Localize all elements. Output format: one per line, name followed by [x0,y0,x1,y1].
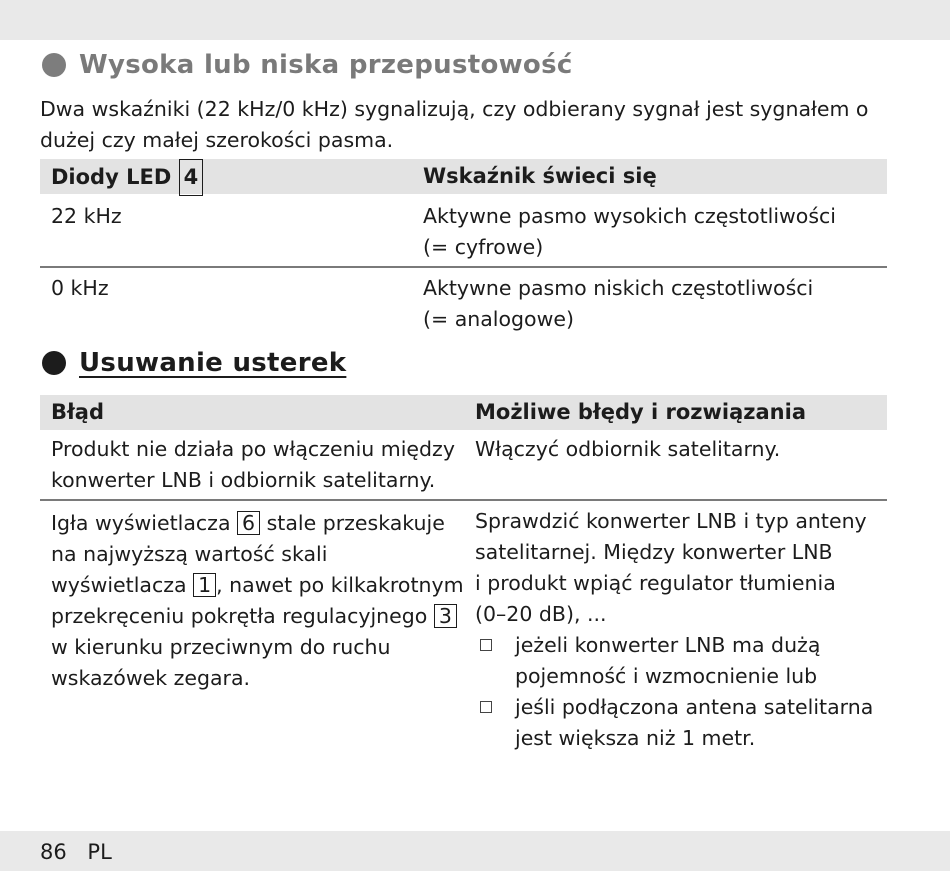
solution-cell [475,506,873,754]
error-line [51,508,464,539]
led-column-header [51,159,203,196]
option-line: pojemność i wzmocnienie lub [515,664,818,688]
bottom-band [0,831,950,871]
reference-number: 4 [179,159,204,196]
led-column-label: Diody LED [51,165,172,189]
square-bullet-icon [480,639,492,651]
solution-line: satelitarnej. Między konwerter LNB [475,540,833,564]
page-footer [40,836,126,868]
page-number: 86 [40,840,67,864]
led-cell: 0 kHz [51,276,109,300]
indicator-column-header: Wskaźnik świeci się [423,164,657,188]
error-text: Igła wyświetlacza [51,511,231,535]
error-column-header: Błąd [51,400,105,424]
error-line: wskazówek zegara. [51,666,251,690]
table-divider [40,266,887,268]
solution-line: Sprawdzić konwerter LNB i typ anteny [475,509,867,533]
indicator-cell [423,273,813,335]
option-line: jeśli podłączona antena satelitarna [515,695,874,719]
square-bullet-icon [480,701,492,713]
indicator-line: (= analogowe) [423,307,574,331]
error-line [51,570,464,601]
solution-options [475,630,873,754]
reference-number: 6 [237,511,260,535]
led-cell: 22 kHz [51,204,122,228]
section-heading-bandwidth [42,50,573,80]
option-item [475,692,873,754]
error-text: , nawet po kilkakrotnym [216,573,464,597]
section-heading-troubleshooting [42,348,346,378]
error-line: w kierunku przeciwnym do ruchu [51,635,391,659]
error-cell [51,508,464,694]
reference-number: 1 [193,573,216,597]
error-line: Produkt nie działa po włączeniu między [51,437,455,461]
error-text: przekręceniu pokrętła regulacyjnego [51,604,428,628]
indicator-cell [423,201,836,263]
error-line: konwerter LNB i odbiornik satelitarny. [51,468,436,492]
section-title: Usuwanie usterek [79,348,347,378]
reference-number: 3 [434,604,457,628]
top-band [0,0,950,40]
table-divider [40,499,887,501]
error-text: wyświetlacza [51,573,187,597]
error-line: na najwyższą wartość skali [51,542,328,566]
solution-cell: Włączyć odbiornik satelitarny. [475,437,781,461]
solution-line: i produkt wpiąć regulator tłumienia [475,571,836,595]
indicator-line: (= cyfrowe) [423,235,544,259]
option-line: jeżeli konwerter LNB ma dużą [515,633,821,657]
language-code: PL [87,840,112,864]
bullet-icon [42,351,66,375]
error-cell [51,434,455,496]
intro-paragraph: Dwa wskaźniki (22 kHz/0 kHz) sygnalizują, czy odbierany sygnał jest sygnałem o dużej czy małej szerokości pasma. [40,97,869,152]
solution-line: (0–20 dB), ... [475,602,607,626]
troubleshooting-table-header [40,395,887,430]
error-text: stale przeskakuje [266,511,445,535]
solution-column-header: Możliwe błędy i rozwiązania [475,400,806,424]
error-line [51,601,464,632]
option-line: jest większa niż 1 metr. [515,726,756,750]
led-table-header [40,159,887,194]
indicator-line: Aktywne pasmo wysokich częstotliwości [423,204,836,228]
option-item [475,630,873,692]
indicator-line: Aktywne pasmo niskich częstotliwości [423,276,814,300]
bullet-icon [42,53,66,77]
section-title: Wysoka lub niska przepustowość [79,50,573,80]
